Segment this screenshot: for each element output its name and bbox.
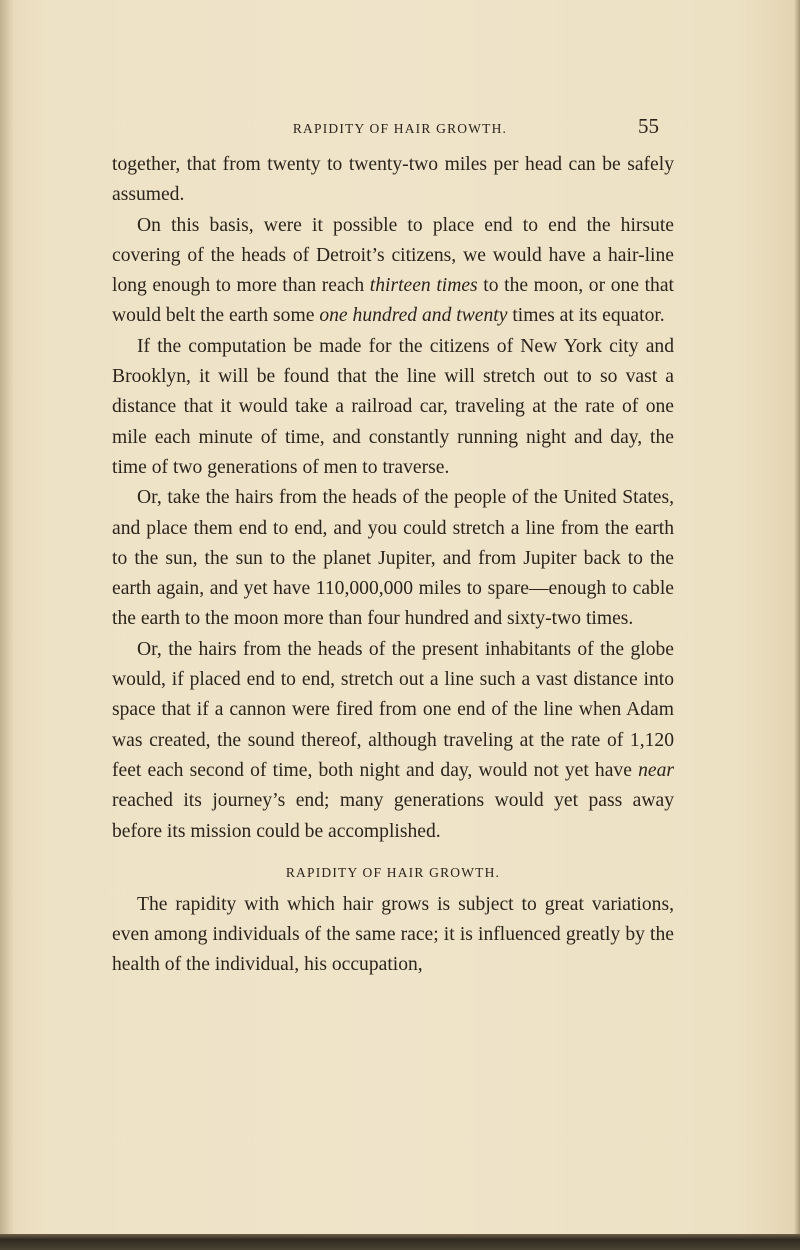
- paragraph: [112, 211, 674, 332]
- paragraph-text: The rapidity with which hair grows is subject to great variations, even among individuals of the same race; it is influenced greatly by the health of the individual, his occupation,: [112, 893, 674, 976]
- paragraph-text: to the moon, or one that would belt the earth some: [112, 275, 674, 327]
- section-heading: RAPIDITY OF HAIR GROWTH.: [285, 864, 501, 880]
- paragraph-text: Or, the hairs from the heads of the present inhabitants of the globe would, if placed end to end, stretch out a line such a vast distance into space that if a cannon were fired from one end of the line when Adam was created, the sound thereof, although traveling at the rate of 1,120 feet each second of time, both night and day, would not yet have: [112, 638, 674, 781]
- paragraph: [112, 483, 674, 634]
- paragraph: [112, 332, 674, 483]
- page-bottom-edge: [0, 1234, 800, 1250]
- italic-phrase: near: [638, 759, 674, 781]
- paragraph-text: reached its journey’s end; many generations would yet pass away before its mission could be accomplished.: [112, 790, 674, 842]
- paragraph-text: times at its equator.: [507, 305, 665, 327]
- italic-phrase: thirteen times: [369, 275, 478, 297]
- paragraph-text: together, that from twenty to twenty-two miles per head can be safely assumed.: [112, 154, 674, 206]
- running-head: RAPIDITY OF HAIR GROWTH.: [292, 121, 508, 136]
- paragraph-text: Or, take the hairs from the heads of the people of the United States, and place them end to end, and you could stretch a line from the earth to the sun, the sun to the planet Jupiter, and from Jupiter back to the earth again, and yet have 110,000,000 miles to spare—enough to cable the earth to the moon more than four hundred and sixty-two times.: [112, 487, 674, 630]
- paragraph-text: If the computation be made for the citizens of New York city and Brooklyn, it will be found that the line will stretch out to so vast a distance that it would take a railroad car, traveling at the rate of one mile each minute of time, and constantly running night and day, the time of two generations of men to traverse.: [112, 335, 674, 478]
- paragraph: [112, 635, 674, 847]
- page-gutter-shadow: [0, 0, 14, 1250]
- paragraph: [112, 150, 674, 211]
- page-right-edge: [794, 0, 800, 1250]
- italic-phrase: one hundred and twenty: [319, 305, 508, 327]
- paragraph: [112, 890, 674, 981]
- paragraph-text: On this basis, were it possible to place end to end the hirsute covering of the heads of Detroit’s citizens, we would have a hair-line long enough to more than reach: [112, 214, 674, 297]
- page-number: 55: [638, 114, 659, 138]
- body-text: [112, 150, 674, 981]
